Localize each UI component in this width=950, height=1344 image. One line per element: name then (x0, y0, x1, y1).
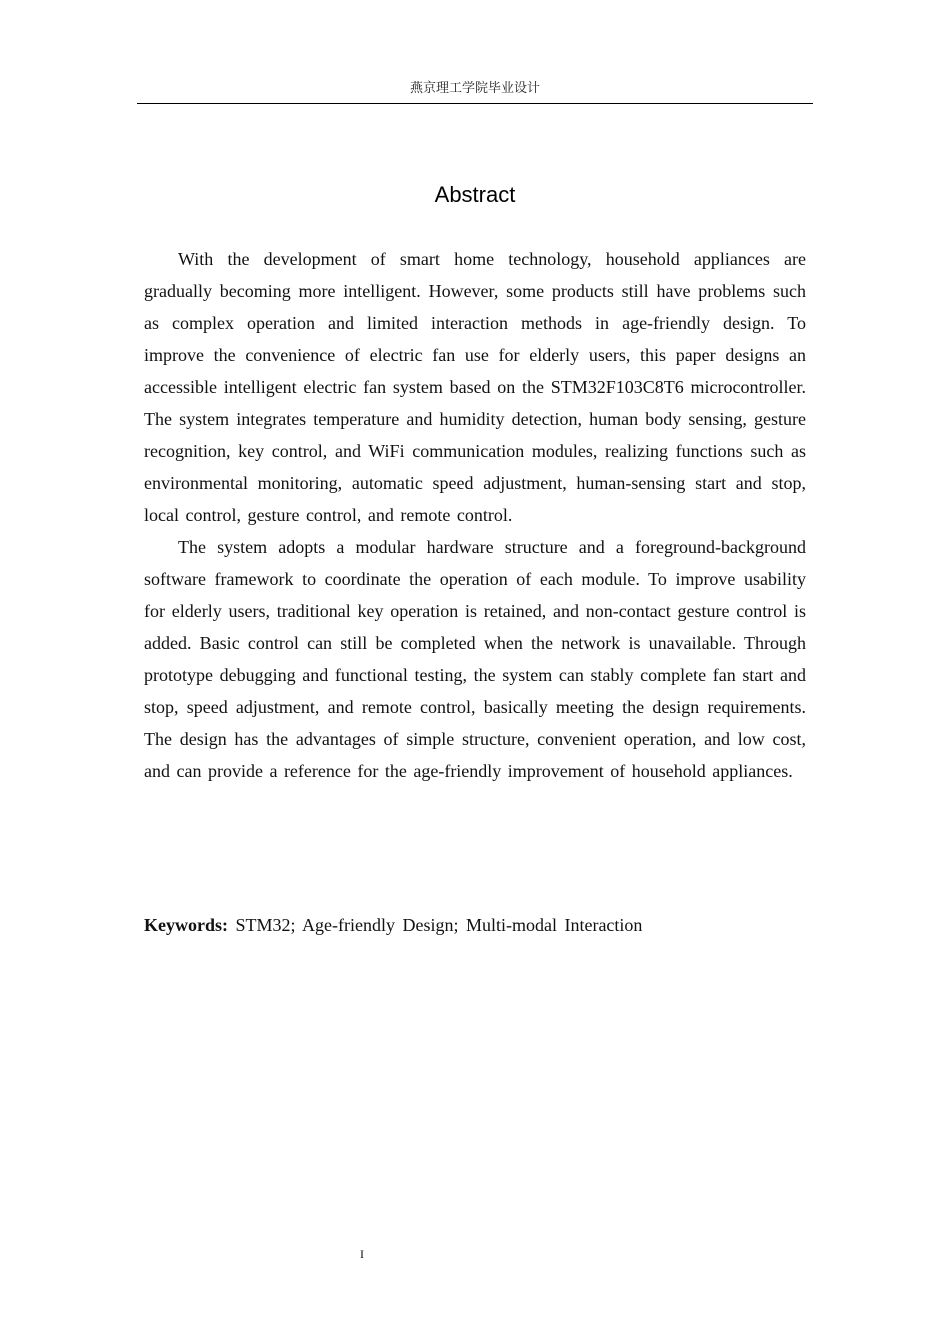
running-header: 燕京理工学院毕业设计 (409, 81, 540, 96)
abstract-paragraph-2: The system adopts a modular hardware structure and a foreground-background software framework to coordinate the operation of each module. To improve usability for elderly users, traditional key operation is retained, and non-contact gesture control is added. Basic control can still be completed when the network is unavailable. Through prototype debugging and functional testing, the system can stably complete fan start and stop, speed adjustment, and remote control, basically meeting the design requirements. The design has the advantages of simple structure, convenient operation, and low cost, and can provide a reference for the age-friendly improvement of household appliances. (144, 537, 806, 781)
keywords-line (144, 910, 806, 940)
page-title: Abstract (434, 182, 516, 207)
keywords-label: Keywords: (144, 915, 228, 935)
abstract-paragraph-1: With the development of smart home technology, household appliances are gradually becoming more intelligent. However, some products still have problems such as complex operation and limited interaction methods in age-friendly design. To improve the convenience of electric fan use for elderly users, this paper designs an accessible intelligent electric fan system based on the STM32F103C8T6 microcontroller. The system integrates temperature and humidity detection, human body sensing, gesture recognition, key control, and WiFi communication modules, realizing functions such as environmental monitoring, automatic speed adjustment, human-sensing start and stop, local control, gesture control, and remote control. (144, 249, 806, 525)
page-number: I (360, 1247, 364, 1261)
header-rule (137, 103, 813, 104)
keywords-value: STM32; Age-friendly Design; Multi-modal Interaction (235, 915, 643, 935)
abstract-body (144, 243, 806, 787)
